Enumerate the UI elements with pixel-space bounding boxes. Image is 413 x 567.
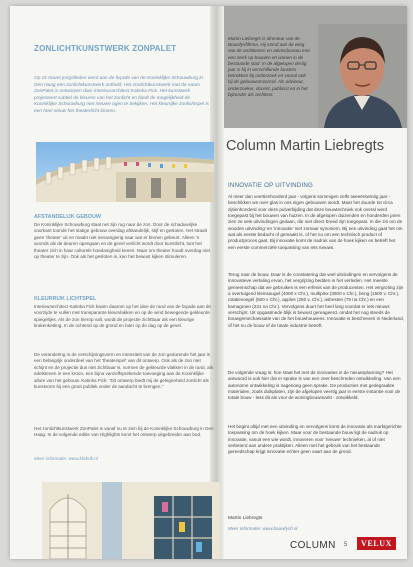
column-subtitle: INNOVATIE OP UITVINDING: [228, 182, 314, 189]
window-photo: [42, 482, 220, 559]
author-portrait: [318, 24, 407, 128]
velux-logo: VELUX: [357, 537, 396, 550]
section-heading: KLEURRIJK LICHTSPEL: [34, 296, 97, 302]
left-column: [24, 6, 214, 559]
author-signature: Martin Liebregts: [228, 516, 263, 521]
section-text: Interieurarchitect Katinka Fick kwam daarom op het idee de rand van de façade aan de voorzijde te vullen met transparante kleurvlakken en op de wind bewegende gekleurde spiegeltjes. Als de zon hierop valt, wordt de projectie zichtbaar als een kleurige krakenketting. In de ochtend op de grond en later op de dag op de gevel.: [34, 304, 211, 329]
column-paragraph: Al meer dan veertienhonderd jaar - volgens sommigen zelfs tweeëntwintig jaar - beschikken we over glas in ons eigen gebouwen wordt. Maar het duurde tot circa zijtienhonderd voor deze pulverbijding dat deze bouwtechniek ook overal werd toegepast bij het bouwen van huizen. In de afgelopen duizenden en honderden jaren zien ze vele uitvindingen gedaan, die niet direct breed zijn toegepast. In die zin om de wooden uitvinding' en 'innovatie' niet zomaar synoniem. Bij een uitvinding gaat het om wat als eerste bedacht of gemaakt is, of het nu om een technisch product of productproces gaat. Bij innovatie komt de nadruk van de hoek kijken en betreft het een eerste commerciële toepassing van iets nieuws.: [228, 194, 403, 250]
footer-section-label: COLUMN: [290, 540, 336, 551]
article-intro: Op 21 maart jongstleden werd aan de façade van de Koninklijke Schouwburg in Den Haag een zonlichtkunstwerk onthuld. Het zonlichtkunstwerk met de naam ZonPalet is ontworpen door interieurarchitect Katinka Fick. Het kunstwerk projecteert subtiel de kleuren van het zonlicht en biedt de mogelijkheid de Koninklijke Schouwburg met nieuwe ogen te bekijken. Het kleurrijke zonlichtspel is een heel nieuw het theaterlicht binnen.: [34, 76, 209, 114]
building-arch-photo: [36, 142, 214, 202]
column-paragraph: Terug naar de bouw. Daar is de constatering dat veel uitvindingen en vervolgens de innovatieve vertaling ervan, het vergrijzing bedden in het verleden. Het meeste gemeenschap dat we gebruiken is een erfenis van de producenten. Het vergroting zijn a overtuigend kleinsaugel (4000 x Chr.), multiplex (3500 x Chr.), beng (1500 v. Chr.), rotatievoegel (500 x Chr.), apples (250 v. Chr.), asbesten (79 na Chr.) en een kamagroen (231 na Chr.). Vervolgens duurt het heel lang voordat er iets nieuws verschijnt. Uit opgaatmede blijk is bewust gereageerd, omdat het nog steeds de bouwgemechanisatie van de het bouwhouwens. Innovatie is beschreven in Nederland, of het nu de bouw of de totale industrie betreft.: [228, 272, 404, 328]
section-heading: AFSTANDELIJK GEBOUW: [34, 214, 101, 220]
author-bio: Martin Liebregts is directeur van de Bouwfysfifirma. Hij stond aan de wieg van de architecten en adviesbureau met een sterk op bouwen en wonen in de bestaande stad. In de afgelopen dertig jaar is hij in verschillende functies betrokken bij onderzoek en vooral ook bij de gebouwomvormd. Als adviseur, onderzoeker, docent, publicist en in het bijzonder als architect.: [228, 36, 310, 97]
more-info-link[interactable]: Meer informatie: www.bouwfysfi.nl: [228, 526, 298, 531]
column-paragraph: De volgende vraag is: hoe staat het met de innovaties in de nieuwsplanning? Het antwoord is ook hier dat er sprake is van een zeer beschreden ontwikkeling. Van een autonome ontwikkeling is nagenoeg geen sprake. De producties met gedegraakte materialen, zoals duikplaten, zijn de afgelopen veertig jaar in eerste instantie voor de totale bouw - less dit als voor de woningbouwmarkt - ontwikkeld.: [228, 370, 401, 401]
more-info-link[interactable]: Meer informatie: www.kfabrik.nl: [34, 456, 98, 461]
column-title: Column Martin Liebregts: [226, 138, 384, 154]
section-text: De verandering in de verschijningsvorm en intensiteit van de zon gedurende het jaar is een belangrijk onderdeel van het 'theaterspel' van dit ontwerp. Ook als de zon niet schijnt en de projectie dus niet zichtbaar is, vormen de gekleurde vlakken in de rand, als edelstenen in een kroon, een bijna vanzelfsprekende toevoeging aan de Koninklijke allure van het gebouw. Katinka Fick: "Dit ontwerp biedt mij de gelegenheid zonlicht als kunstvorm bij een groot publiek onder de aandacht te brengen.": [34, 352, 214, 390]
magazine-page: [10, 6, 407, 559]
right-column: [224, 6, 407, 559]
column-paragraph: Het begint altijd met een uitvinding en vervolgens komt de innovatie als marktgerichte toepassing om de hoek kijken. Maar voor de bestaande bouw ligt de nadruk op innovatie, vanuit een wie wordt, innoveren voor 'nieuwe' technieken, al of niet verbeterd aan andere praktijken. Alleen met het gebruik van het bestaande gereedschap krijgt innovatie echter geen vaart aan de grond.: [228, 424, 402, 455]
section-text: Het zonlichtkunstwerk ZonPalet is vanaf nu te zien bij de Koninklijke Schouwburg in Den Haag. In de volgende editie van Highlights komt het ontwerp uitgebreider aan bod.: [34, 426, 214, 438]
section-text: De Koninklijke Schouwburg staat net zijn rug naar de zon. Door de schaduwrijke voorkant toonde het statige gebouw overdag afstandelijk, stijf en gesloten. Het straalt geen 'theater' uit en maakt niet nieuwsgierig naar wat er binnen gebeurt. Alleen 's avonds als de deuren opengaan en de gevel verlicht wordt door kunstlicht, toot het theater zich in haar culturele hoedanigheid kenen. Maar om theater houdt overdag niet op theater te zijn. Ook als het gesloten is, kan het bewust kijken stimuleren.: [34, 222, 210, 260]
page-number: 5: [344, 542, 348, 548]
article-title: ZONLICHTKUNSTWERK ZONPALET: [34, 44, 177, 53]
